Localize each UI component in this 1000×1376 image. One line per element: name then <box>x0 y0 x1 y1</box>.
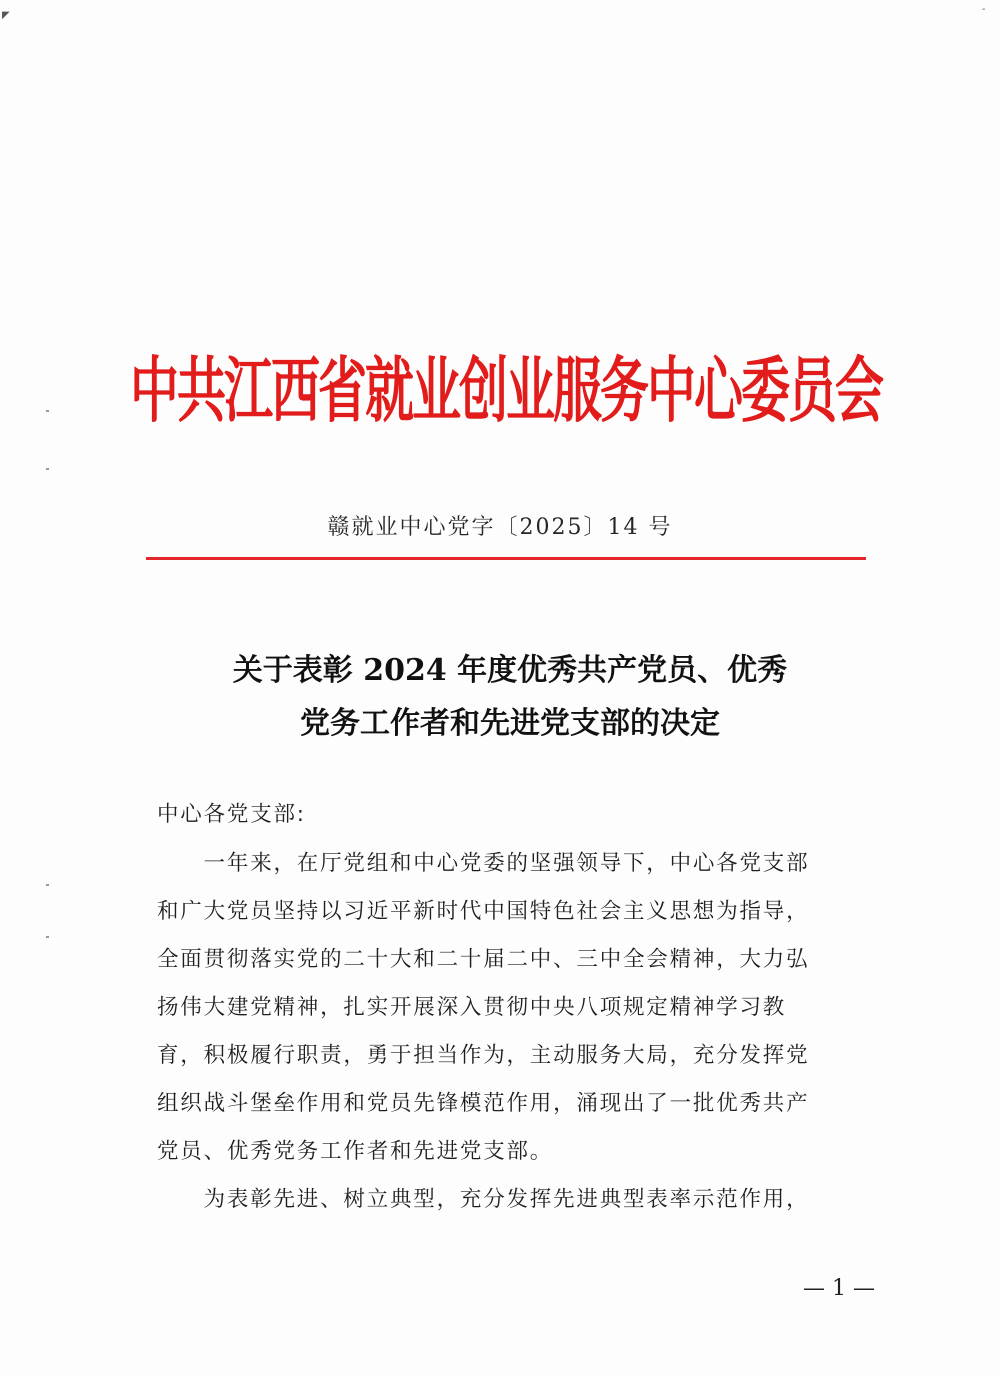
salutation: 中心各党支部: <box>157 802 306 827</box>
scan-artifact <box>46 468 49 470</box>
document-number: 赣就业中心党字〔2025〕14 号 <box>327 515 673 540</box>
body-line: 党员、优秀党务工作者和先进党支部。 <box>157 1139 554 1164</box>
scan-artifact <box>46 884 49 886</box>
red-separator-line <box>146 557 866 560</box>
body-line: 扬伟大建党精神，扎实开展深入贯彻中央八项规定精神学习教 <box>157 995 787 1020</box>
scan-corner-mark-right: - <box>982 4 986 15</box>
body-line: 一年来，在厅党组和中心党委的坚强领导下，中心各党支部 <box>157 851 810 876</box>
document-title-line-1: 关于表彰 2024 年度优秀共产党员、优秀 <box>232 653 788 688</box>
body-line: 全面贯彻落实党的二十大和二十届二中、三中全会精神，大力弘 <box>157 947 810 972</box>
body-line: 为表彰先进、树立典型，充分发挥先进典型表率示范作用， <box>157 1187 810 1212</box>
scan-artifact <box>46 936 49 938</box>
scan-artifact <box>46 410 49 412</box>
body-line: 育，积极履行职责，勇于担当作为，主动服务大局，充分发挥党 <box>157 1043 810 1068</box>
body-line: 组织战斗堡垒作用和党员先锋模范作用，涌现出了一批优秀共产 <box>157 1091 810 1116</box>
scan-corner-mark-left: ◤ <box>2 10 10 21</box>
page-number: — 1 — <box>803 1276 875 1301</box>
body-line: 和广大党员坚持以习近平新时代中国特色社会主义思想为指导， <box>157 899 810 924</box>
issuing-organization-header: 中共江西省就业创业服务中心委员会 <box>130 349 883 433</box>
document-title-line-2: 党务工作者和先进党支部的决定 <box>300 706 720 741</box>
